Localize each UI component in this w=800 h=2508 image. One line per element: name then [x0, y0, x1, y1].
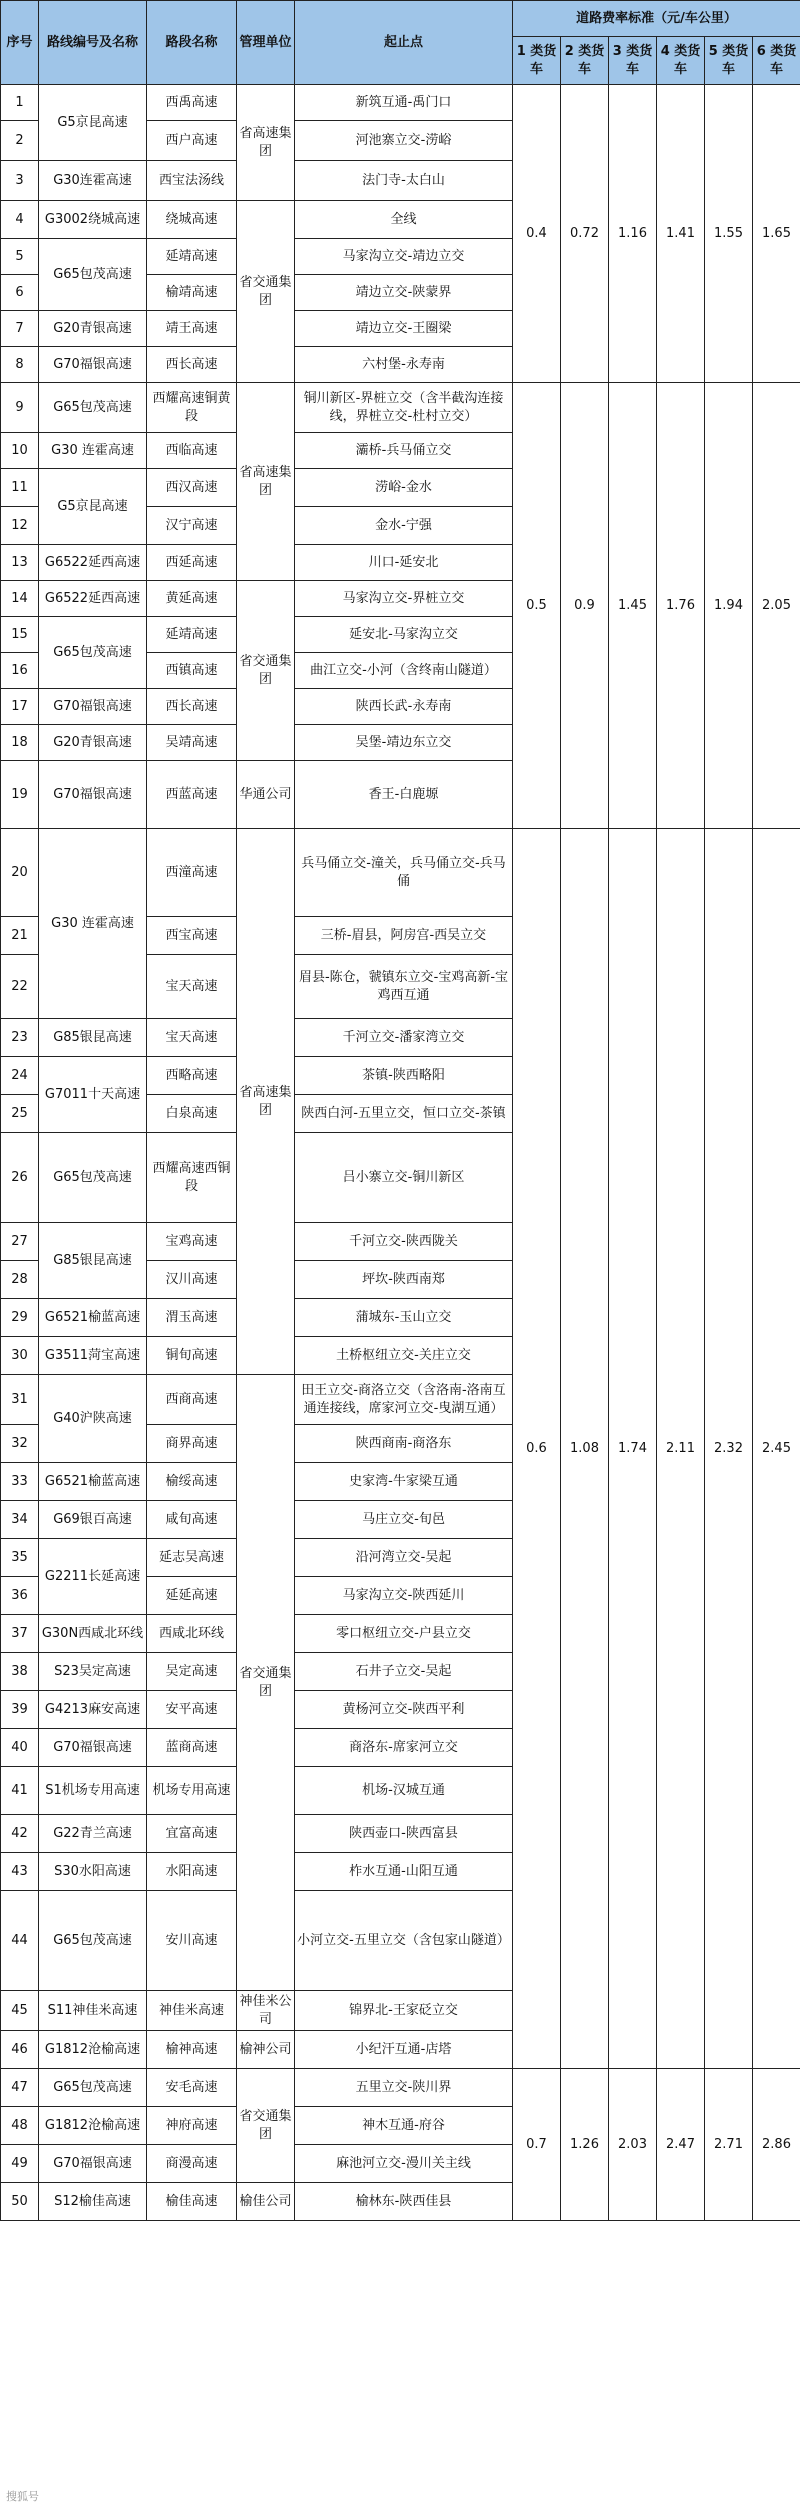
row-number: 31	[1, 1375, 39, 1425]
endpoints-cell: 马家沟立交-界桩立交	[295, 581, 513, 617]
row-number: 16	[1, 653, 39, 689]
endpoints-cell: 榆林东-陕西佳县	[295, 2183, 513, 2221]
section-cell: 靖王高速	[147, 311, 237, 347]
rate-class-1: 0.5	[513, 383, 561, 829]
rate-class-4: 2.11	[657, 829, 705, 2069]
section-cell: 榆绥高速	[147, 1463, 237, 1501]
endpoints-cell: 铜川新区-界桩立交（含半截沟连接线，界桩立交-杜村立交）	[295, 383, 513, 433]
route-cell: G30N西咸北环线	[39, 1615, 147, 1653]
endpoints-cell: 石井子立交-吴起	[295, 1653, 513, 1691]
mgmt-cell: 省交通集团	[237, 581, 295, 761]
header-endpoints: 起止点	[295, 1, 513, 85]
section-cell: 延靖高速	[147, 617, 237, 653]
route-cell: G6521榆蓝高速	[39, 1463, 147, 1501]
route-cell: G4213麻安高速	[39, 1691, 147, 1729]
endpoints-cell: 三桥-眉县，阿房宫-西吴立交	[295, 917, 513, 955]
endpoints-cell: 千河立交-陕西陇关	[295, 1223, 513, 1261]
route-cell: S1机场专用高速	[39, 1767, 147, 1815]
section-cell: 西略高速	[147, 1057, 237, 1095]
row-number: 22	[1, 955, 39, 1019]
header-class-6: 6 类货车	[753, 37, 800, 85]
endpoints-cell: 新筑互通-禹门口	[295, 85, 513, 121]
endpoints-cell: 陕西白河-五里立交，恒口立交-茶镇	[295, 1095, 513, 1133]
endpoints-cell: 金水-宁强	[295, 507, 513, 545]
endpoints-cell: 全线	[295, 201, 513, 239]
section-cell: 商界高速	[147, 1425, 237, 1463]
section-cell: 西宝高速	[147, 917, 237, 955]
section-cell: 榆神高速	[147, 2031, 237, 2069]
header-rate-title: 道路费率标准（元/车公里）	[513, 1, 800, 37]
watermark: 搜狐号	[6, 2490, 39, 2503]
route-cell: S11神佳米高速	[39, 1991, 147, 2031]
rate-class-2: 1.08	[561, 829, 609, 2069]
section-cell: 西禹高速	[147, 85, 237, 121]
section-cell: 西汉高速	[147, 469, 237, 507]
endpoints-cell: 陕西壶口-陕西富县	[295, 1815, 513, 1853]
mgmt-cell: 榆佳公司	[237, 2183, 295, 2221]
endpoints-cell: 机场-汉城互通	[295, 1767, 513, 1815]
mgmt-cell: 省高速集团	[237, 383, 295, 581]
section-cell: 商漫高速	[147, 2145, 237, 2183]
row-number: 25	[1, 1095, 39, 1133]
mgmt-cell: 省交通集团	[237, 1375, 295, 1991]
row-number: 12	[1, 507, 39, 545]
rate-class-6: 1.65	[753, 85, 800, 383]
endpoints-cell: 马家沟立交-陕西延川	[295, 1577, 513, 1615]
row-number: 11	[1, 469, 39, 507]
endpoints-cell: 蒲城东-玉山立交	[295, 1299, 513, 1337]
endpoints-cell: 土桥枢纽立交-关庄立交	[295, 1337, 513, 1375]
endpoints-cell: 涝峪-金水	[295, 469, 513, 507]
endpoints-cell: 坪坎-陕西南郑	[295, 1261, 513, 1299]
row-number: 23	[1, 1019, 39, 1057]
mgmt-cell: 省高速集团	[237, 829, 295, 1375]
rate-class-1: 0.7	[513, 2069, 561, 2221]
section-cell: 西潼高速	[147, 829, 237, 917]
endpoints-cell: 千河立交-潘家湾立交	[295, 1019, 513, 1057]
endpoints-cell: 柞水互通-山阳互通	[295, 1853, 513, 1891]
endpoints-cell: 小纪汗互通-店塔	[295, 2031, 513, 2069]
section-cell: 宝天高速	[147, 955, 237, 1019]
endpoints-cell: 靖边立交-王圈梁	[295, 311, 513, 347]
route-cell: G85银昆高速	[39, 1223, 147, 1299]
header-class-3: 3 类货车	[609, 37, 657, 85]
section-cell: 西蓝高速	[147, 761, 237, 829]
header-mgmt: 管理单位	[237, 1, 295, 85]
header-class-5: 5 类货车	[705, 37, 753, 85]
route-cell: G7011十天高速	[39, 1057, 147, 1133]
row-number: 48	[1, 2107, 39, 2145]
section-cell: 绕城高速	[147, 201, 237, 239]
header-class-4: 4 类货车	[657, 37, 705, 85]
endpoints-cell: 零口枢纽立交-户县立交	[295, 1615, 513, 1653]
endpoints-cell: 马庄立交-旬邑	[295, 1501, 513, 1539]
endpoints-cell: 法门寺-太白山	[295, 161, 513, 201]
rate-class-3: 1.16	[609, 85, 657, 383]
route-cell: G1812沧榆高速	[39, 2031, 147, 2069]
row-number: 17	[1, 689, 39, 725]
section-cell: 安川高速	[147, 1891, 237, 1991]
endpoints-cell: 商洛东-席家河立交	[295, 1729, 513, 1767]
row-number: 49	[1, 2145, 39, 2183]
row-number: 47	[1, 2069, 39, 2107]
rate-class-3: 1.74	[609, 829, 657, 2069]
route-cell: G6522延西高速	[39, 545, 147, 581]
route-cell: G69银百高速	[39, 1501, 147, 1539]
route-cell: G30 连霍高速	[39, 829, 147, 1019]
row-number: 21	[1, 917, 39, 955]
table-row	[1, 85, 800, 121]
header-seq: 序号	[1, 1, 39, 85]
row-number: 24	[1, 1057, 39, 1095]
rate-class-6: 2.86	[753, 2069, 800, 2221]
mgmt-cell: 榆神公司	[237, 2031, 295, 2069]
route-cell: G5京昆高速	[39, 469, 147, 545]
rate-class-2: 1.26	[561, 2069, 609, 2221]
mgmt-cell: 省交通集团	[237, 201, 295, 383]
row-number: 30	[1, 1337, 39, 1375]
endpoints-cell: 麻池河立交-漫川关主线	[295, 2145, 513, 2183]
route-cell: G85银昆高速	[39, 1019, 147, 1057]
section-cell: 汉川高速	[147, 1261, 237, 1299]
row-number: 26	[1, 1133, 39, 1223]
endpoints-cell: 吕小寨立交-铜川新区	[295, 1133, 513, 1223]
section-cell: 西临高速	[147, 433, 237, 469]
row-number: 28	[1, 1261, 39, 1299]
route-cell: G20青银高速	[39, 725, 147, 761]
endpoints-cell: 眉县-陈仓，虢镇东立交-宝鸡高新-宝鸡西互通	[295, 955, 513, 1019]
section-cell: 榆靖高速	[147, 275, 237, 311]
section-cell: 神佳米高速	[147, 1991, 237, 2031]
row-number: 15	[1, 617, 39, 653]
section-cell: 神府高速	[147, 2107, 237, 2145]
section-cell: 水阳高速	[147, 1853, 237, 1891]
endpoints-cell: 陕西长武-永寿南	[295, 689, 513, 725]
route-cell: G65包茂高速	[39, 239, 147, 311]
row-number: 7	[1, 311, 39, 347]
row-number: 18	[1, 725, 39, 761]
rate-class-6: 2.05	[753, 383, 800, 829]
row-number: 34	[1, 1501, 39, 1539]
section-cell: 安平高速	[147, 1691, 237, 1729]
rate-class-3: 1.45	[609, 383, 657, 829]
section-cell: 榆佳高速	[147, 2183, 237, 2221]
endpoints-cell: 兵马俑立交-潼关，兵马俑立交-兵马俑	[295, 829, 513, 917]
row-number: 9	[1, 383, 39, 433]
route-cell: G70福银高速	[39, 347, 147, 383]
route-cell: S12榆佳高速	[39, 2183, 147, 2221]
endpoints-cell: 史家湾-牛家梁互通	[295, 1463, 513, 1501]
rate-class-5: 1.55	[705, 85, 753, 383]
row-number: 1	[1, 85, 39, 121]
route-cell: G6522延西高速	[39, 581, 147, 617]
section-cell: 宝天高速	[147, 1019, 237, 1057]
row-number: 3	[1, 161, 39, 201]
row-number: 50	[1, 2183, 39, 2221]
rate-class-2: 0.9	[561, 383, 609, 829]
route-cell: G6521榆蓝高速	[39, 1299, 147, 1337]
route-cell: G3002绕城高速	[39, 201, 147, 239]
rate-class-4: 1.76	[657, 383, 705, 829]
route-cell: G22青兰高速	[39, 1815, 147, 1853]
section-cell: 吴靖高速	[147, 725, 237, 761]
endpoints-cell: 河池寨立交-涝峪	[295, 121, 513, 161]
row-number: 8	[1, 347, 39, 383]
table-row	[1, 829, 800, 917]
route-cell: G65包茂高速	[39, 2069, 147, 2107]
mgmt-cell: 神佳米公司	[237, 1991, 295, 2031]
rate-class-2: 0.72	[561, 85, 609, 383]
endpoints-cell: 六村堡-永寿南	[295, 347, 513, 383]
section-cell: 铜旬高速	[147, 1337, 237, 1375]
route-cell: G65包茂高速	[39, 1133, 147, 1223]
section-cell: 西耀高速铜黄段	[147, 383, 237, 433]
section-cell: 汉宁高速	[147, 507, 237, 545]
row-number: 10	[1, 433, 39, 469]
section-cell: 西户高速	[147, 121, 237, 161]
rate-class-4: 2.47	[657, 2069, 705, 2221]
endpoints-cell: 小河立交-五里立交（含包家山隧道）	[295, 1891, 513, 1991]
route-cell: G2211长延高速	[39, 1539, 147, 1615]
route-cell: G30 连霍高速	[39, 433, 147, 469]
row-number: 36	[1, 1577, 39, 1615]
section-cell: 西镇高速	[147, 653, 237, 689]
rate-class-5: 2.32	[705, 829, 753, 2069]
section-cell: 机场专用高速	[147, 1767, 237, 1815]
section-cell: 咸旬高速	[147, 1501, 237, 1539]
route-cell: S23吴定高速	[39, 1653, 147, 1691]
header-class-1: 1 类货车	[513, 37, 561, 85]
route-cell: G3511菏宝高速	[39, 1337, 147, 1375]
section-cell: 延志吴高速	[147, 1539, 237, 1577]
endpoints-cell: 延安北-马家沟立交	[295, 617, 513, 653]
route-cell: G5京昆高速	[39, 85, 147, 161]
row-number: 14	[1, 581, 39, 617]
section-cell: 西商高速	[147, 1375, 237, 1425]
row-number: 37	[1, 1615, 39, 1653]
row-number: 32	[1, 1425, 39, 1463]
section-cell: 西耀高速西铜段	[147, 1133, 237, 1223]
section-cell: 西长高速	[147, 689, 237, 725]
route-cell: G70福银高速	[39, 2145, 147, 2183]
header-section: 路段名称	[147, 1, 237, 85]
section-cell: 西咸北环线	[147, 1615, 237, 1653]
endpoints-cell: 靖边立交-陕蒙界	[295, 275, 513, 311]
row-number: 29	[1, 1299, 39, 1337]
route-cell: G70福银高速	[39, 689, 147, 725]
route-cell: G65包茂高速	[39, 1891, 147, 1991]
endpoints-cell: 陕西商南-商洛东	[295, 1425, 513, 1463]
route-cell: G65包茂高速	[39, 617, 147, 689]
section-cell: 延延高速	[147, 1577, 237, 1615]
row-number: 46	[1, 2031, 39, 2069]
row-number: 40	[1, 1729, 39, 1767]
route-cell: G20青银高速	[39, 311, 147, 347]
row-number: 4	[1, 201, 39, 239]
endpoints-cell: 香王-白鹿塬	[295, 761, 513, 829]
table-header	[1, 1, 800, 85]
mgmt-cell: 华通公司	[237, 761, 295, 829]
row-number: 39	[1, 1691, 39, 1729]
endpoints-cell: 锦界北-王家砭立交	[295, 1991, 513, 2031]
endpoints-cell: 灞桥-兵马俑立交	[295, 433, 513, 469]
row-number: 41	[1, 1767, 39, 1815]
endpoints-cell: 马家沟立交-靖边立交	[295, 239, 513, 275]
section-cell: 西长高速	[147, 347, 237, 383]
rate-class-6: 2.45	[753, 829, 800, 2069]
row-number: 20	[1, 829, 39, 917]
row-number: 27	[1, 1223, 39, 1261]
section-cell: 宜富高速	[147, 1815, 237, 1853]
row-number: 5	[1, 239, 39, 275]
endpoints-cell: 川口-延安北	[295, 545, 513, 581]
header-route: 路线编号及名称	[39, 1, 147, 85]
row-number: 33	[1, 1463, 39, 1501]
endpoints-cell: 吴堡-靖边东立交	[295, 725, 513, 761]
row-number: 6	[1, 275, 39, 311]
row-number: 42	[1, 1815, 39, 1853]
rate-class-1: 0.4	[513, 85, 561, 383]
row-number: 45	[1, 1991, 39, 2031]
row-number: 35	[1, 1539, 39, 1577]
rate-class-5: 2.71	[705, 2069, 753, 2221]
section-cell: 宝鸡高速	[147, 1223, 237, 1261]
endpoints-cell: 五里立交-陕川界	[295, 2069, 513, 2107]
section-cell: 安毛高速	[147, 2069, 237, 2107]
section-cell: 西宝法汤线	[147, 161, 237, 201]
table-body	[1, 85, 800, 2221]
table-row	[1, 383, 800, 433]
mgmt-cell: 省高速集团	[237, 85, 295, 201]
row-number: 38	[1, 1653, 39, 1691]
section-cell: 白泉高速	[147, 1095, 237, 1133]
route-cell: G65包茂高速	[39, 383, 147, 433]
endpoints-cell: 黄杨河立交-陕西平利	[295, 1691, 513, 1729]
endpoints-cell: 曲江立交-小河（含终南山隧道）	[295, 653, 513, 689]
rate-class-1: 0.6	[513, 829, 561, 2069]
section-cell: 吴定高速	[147, 1653, 237, 1691]
endpoints-cell: 神木互通-府谷	[295, 2107, 513, 2145]
row-number: 13	[1, 545, 39, 581]
table-row	[1, 2069, 800, 2107]
route-cell: G1812沧榆高速	[39, 2107, 147, 2145]
section-cell: 延靖高速	[147, 239, 237, 275]
section-cell: 蓝商高速	[147, 1729, 237, 1767]
rate-class-5: 1.94	[705, 383, 753, 829]
endpoints-cell: 茶镇-陕西略阳	[295, 1057, 513, 1095]
endpoints-cell: 沿河湾立交-吴起	[295, 1539, 513, 1577]
row-number: 2	[1, 121, 39, 161]
endpoints-cell: 田王立交-商洛立交（含洛南-洛南互通连接线，席家河立交-曳湖互通）	[295, 1375, 513, 1425]
route-cell: G70福银高速	[39, 1729, 147, 1767]
route-cell: G40沪陕高速	[39, 1375, 147, 1463]
route-cell: S30水阳高速	[39, 1853, 147, 1891]
header-class-2: 2 类货车	[561, 37, 609, 85]
section-cell: 渭玉高速	[147, 1299, 237, 1337]
section-cell: 西延高速	[147, 545, 237, 581]
section-cell: 黄延高速	[147, 581, 237, 617]
rate-class-4: 1.41	[657, 85, 705, 383]
row-number: 43	[1, 1853, 39, 1891]
row-number: 19	[1, 761, 39, 829]
route-cell: G70福银高速	[39, 761, 147, 829]
mgmt-cell: 省交通集团	[237, 2069, 295, 2183]
row-number: 44	[1, 1891, 39, 1991]
route-cell: G30连霍高速	[39, 161, 147, 201]
rate-class-3: 2.03	[609, 2069, 657, 2221]
